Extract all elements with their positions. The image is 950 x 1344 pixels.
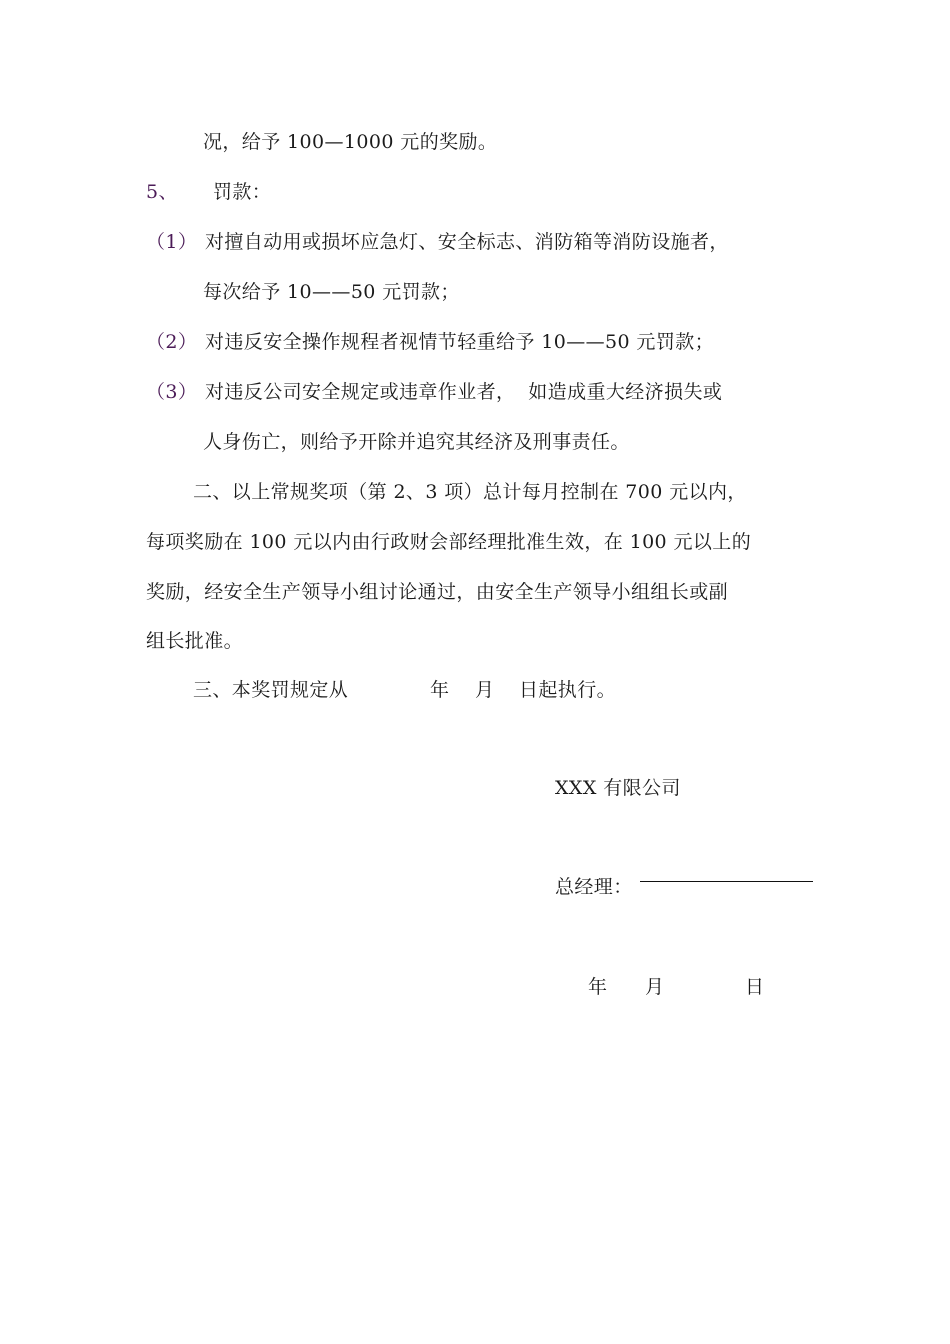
paragraph-2-line-3: 奖励，经安全生产领导小组讨论通过，由安全生产领导小组组长或副 [146, 581, 729, 603]
fine-item-1-line-1: 对擅自动用或损坏应急灯、安全标志、消防箱等消防设施者， [205, 231, 729, 253]
paragraph-3-day-text: 日起执行。 [519, 679, 617, 701]
fine-item-3-line-2: 人身伤亡，则给予开除并追究其经济及刑事责任。 [203, 431, 630, 453]
text-line-1: 况，给予 100—1000 元的奖励。 [203, 131, 498, 153]
date-day: 日 [745, 976, 765, 998]
list-marker-3: （3） [146, 381, 198, 403]
section-heading-fines: 罚款： [213, 181, 272, 203]
paragraph-2-line-2: 每项奖励在 100 元以内由行政财会部经理批准生效，在 100 元以上的 [146, 531, 752, 553]
fine-item-2: 对违反安全操作规程者视情节轻重给予 10——50 元罚款； [205, 331, 715, 353]
list-marker-5: 5、 [146, 181, 178, 203]
signature-line [640, 881, 813, 882]
paragraph-3-year: 年 [430, 679, 450, 701]
fine-item-1-line-2: 每次给予 10——50 元罚款； [203, 281, 460, 303]
date-year: 年 [588, 976, 608, 998]
company-name: XXX 有限公司 [555, 777, 681, 799]
list-marker-1: （1） [146, 231, 198, 253]
general-manager-label: 总经理： [555, 876, 633, 898]
list-marker-2: （2） [146, 331, 198, 353]
paragraph-2-line-4: 组长批准。 [146, 630, 244, 652]
fine-item-3-line-1: 对违反公司安全规定或违章作业者， 如造成重大经济损失或 [205, 381, 723, 403]
paragraph-3-text: 三、本奖罚规定从 [193, 679, 349, 701]
paragraph-3-month: 月 [475, 679, 495, 701]
date-month: 月 [645, 976, 665, 998]
paragraph-2-line-1: 二、以上常规奖项（第 2、3 项）总计每月控制在 700 元以内， [193, 481, 747, 503]
